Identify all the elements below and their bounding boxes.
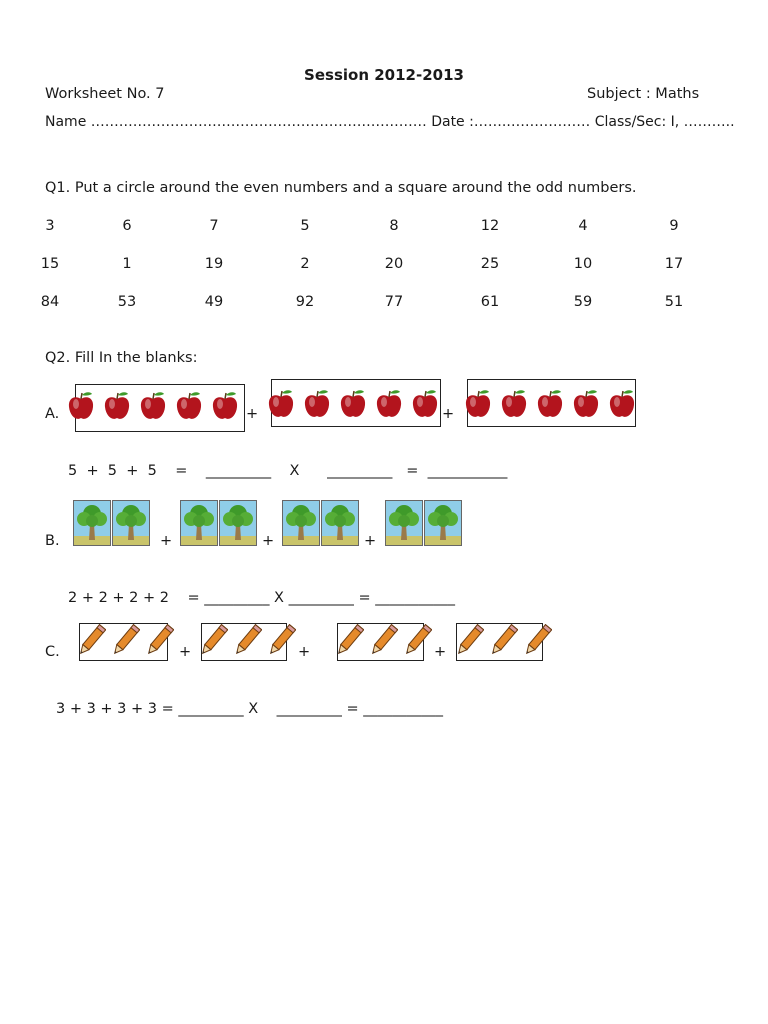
apple-icon <box>499 388 529 424</box>
pencil-icon <box>144 624 174 662</box>
plus-sign: + <box>179 644 192 660</box>
plus-sign: + <box>262 533 275 549</box>
q1-number-cell: 92 <box>295 294 315 310</box>
pencil-icon <box>266 624 296 662</box>
name-date-class-line: Name ……………………………………………………………… Date :…….……………… Class/Sec: I, ……….. <box>45 114 735 130</box>
q1-number-cell: 3 <box>45 218 55 234</box>
apple-icon <box>266 388 296 424</box>
pencil-icon <box>232 624 262 662</box>
pencil-icon <box>488 624 518 662</box>
tree-group-4 <box>385 500 462 550</box>
q1-number-cell: 49 <box>204 294 224 310</box>
pencil-group-2 <box>198 624 296 662</box>
q1-prompt: Q1. Put a circle around the even numbers and a square around the odd numbers. <box>45 180 637 196</box>
q2-a-label: A. <box>45 406 60 422</box>
q1-number-cell: 19 <box>204 256 224 272</box>
q2-b-label: B. <box>45 533 60 549</box>
q1-number-cell: 84 <box>40 294 60 310</box>
pencil-icon <box>198 624 228 662</box>
plus-sign: + <box>246 406 259 422</box>
apple-icon <box>302 388 332 424</box>
q1-number-cell: 5 <box>300 218 310 234</box>
apple-group-3 <box>463 388 637 424</box>
q1-number-cell: 4 <box>578 218 588 234</box>
q1-number-cell: 7 <box>209 218 219 234</box>
subject-label: Subject : Maths <box>587 86 700 102</box>
q1-number-cell: 9 <box>669 218 679 234</box>
q2-a-equation: 5 + 5 + 5 = _________ X _________ = ___________ <box>68 463 508 479</box>
tree-icon <box>73 500 111 550</box>
tree-icon <box>282 500 320 550</box>
apple-group-2 <box>266 388 440 424</box>
pencil-icon <box>76 624 106 662</box>
apple-icon <box>571 388 601 424</box>
plus-sign: + <box>442 406 455 422</box>
apple-icon <box>174 390 204 426</box>
pencil-group-3 <box>334 624 432 662</box>
q1-number-cell: 12 <box>480 218 500 234</box>
apple-icon <box>607 388 637 424</box>
tree-icon <box>180 500 218 550</box>
q1-number-cell: 10 <box>573 256 593 272</box>
q1-number-cell: 1 <box>122 256 132 272</box>
apple-icon <box>463 388 493 424</box>
q1-number-cell: 20 <box>384 256 404 272</box>
apple-icon <box>138 390 168 426</box>
tree-icon <box>385 500 423 550</box>
tree-group-3 <box>282 500 359 550</box>
q2-prompt: Q2. Fill In the blanks: <box>45 350 198 366</box>
q2-c-equation: 3 + 3 + 3 + 3 = _________ X _________ = ___________ <box>56 701 443 717</box>
q1-number-cell: 25 <box>480 256 500 272</box>
apple-icon <box>210 390 240 426</box>
pencil-icon <box>402 624 432 662</box>
apple-icon <box>410 388 440 424</box>
tree-icon <box>112 500 150 550</box>
worksheet-number: Worksheet No. 7 <box>45 86 165 102</box>
q1-number-cell: 61 <box>480 294 500 310</box>
apple-icon <box>535 388 565 424</box>
plus-sign: + <box>298 644 311 660</box>
pencil-icon <box>368 624 398 662</box>
apple-icon <box>374 388 404 424</box>
q1-number-cell: 2 <box>300 256 310 272</box>
tree-group-2 <box>180 500 257 550</box>
plus-sign: + <box>160 533 173 549</box>
plus-sign: + <box>364 533 377 549</box>
tree-icon <box>219 500 257 550</box>
pencil-icon <box>522 624 552 662</box>
q1-number-cell: 6 <box>122 218 132 234</box>
q1-number-cell: 77 <box>384 294 404 310</box>
q2-c-label: C. <box>45 644 60 660</box>
plus-sign: + <box>434 644 447 660</box>
apple-icon <box>66 390 96 426</box>
tree-icon <box>321 500 359 550</box>
pencil-icon <box>334 624 364 662</box>
apple-icon <box>338 388 368 424</box>
q1-number-cell: 59 <box>573 294 593 310</box>
pencil-group-4 <box>454 624 552 662</box>
pencil-icon <box>454 624 484 662</box>
q1-number-cell: 15 <box>40 256 60 272</box>
q1-number-cell: 17 <box>664 256 684 272</box>
apple-icon <box>102 390 132 426</box>
session-title: Session 2012-2013 <box>304 66 464 84</box>
pencil-icon <box>110 624 140 662</box>
q1-number-cell: 53 <box>117 294 137 310</box>
tree-group-1 <box>73 500 150 550</box>
q1-number-cell: 51 <box>664 294 684 310</box>
pencil-group-1 <box>76 624 174 662</box>
tree-icon <box>424 500 462 550</box>
q2-b-equation: 2 + 2 + 2 + 2 = _________ X _________ = ___________ <box>68 590 455 606</box>
apple-group-1 <box>66 390 240 426</box>
q1-number-cell: 8 <box>389 218 399 234</box>
